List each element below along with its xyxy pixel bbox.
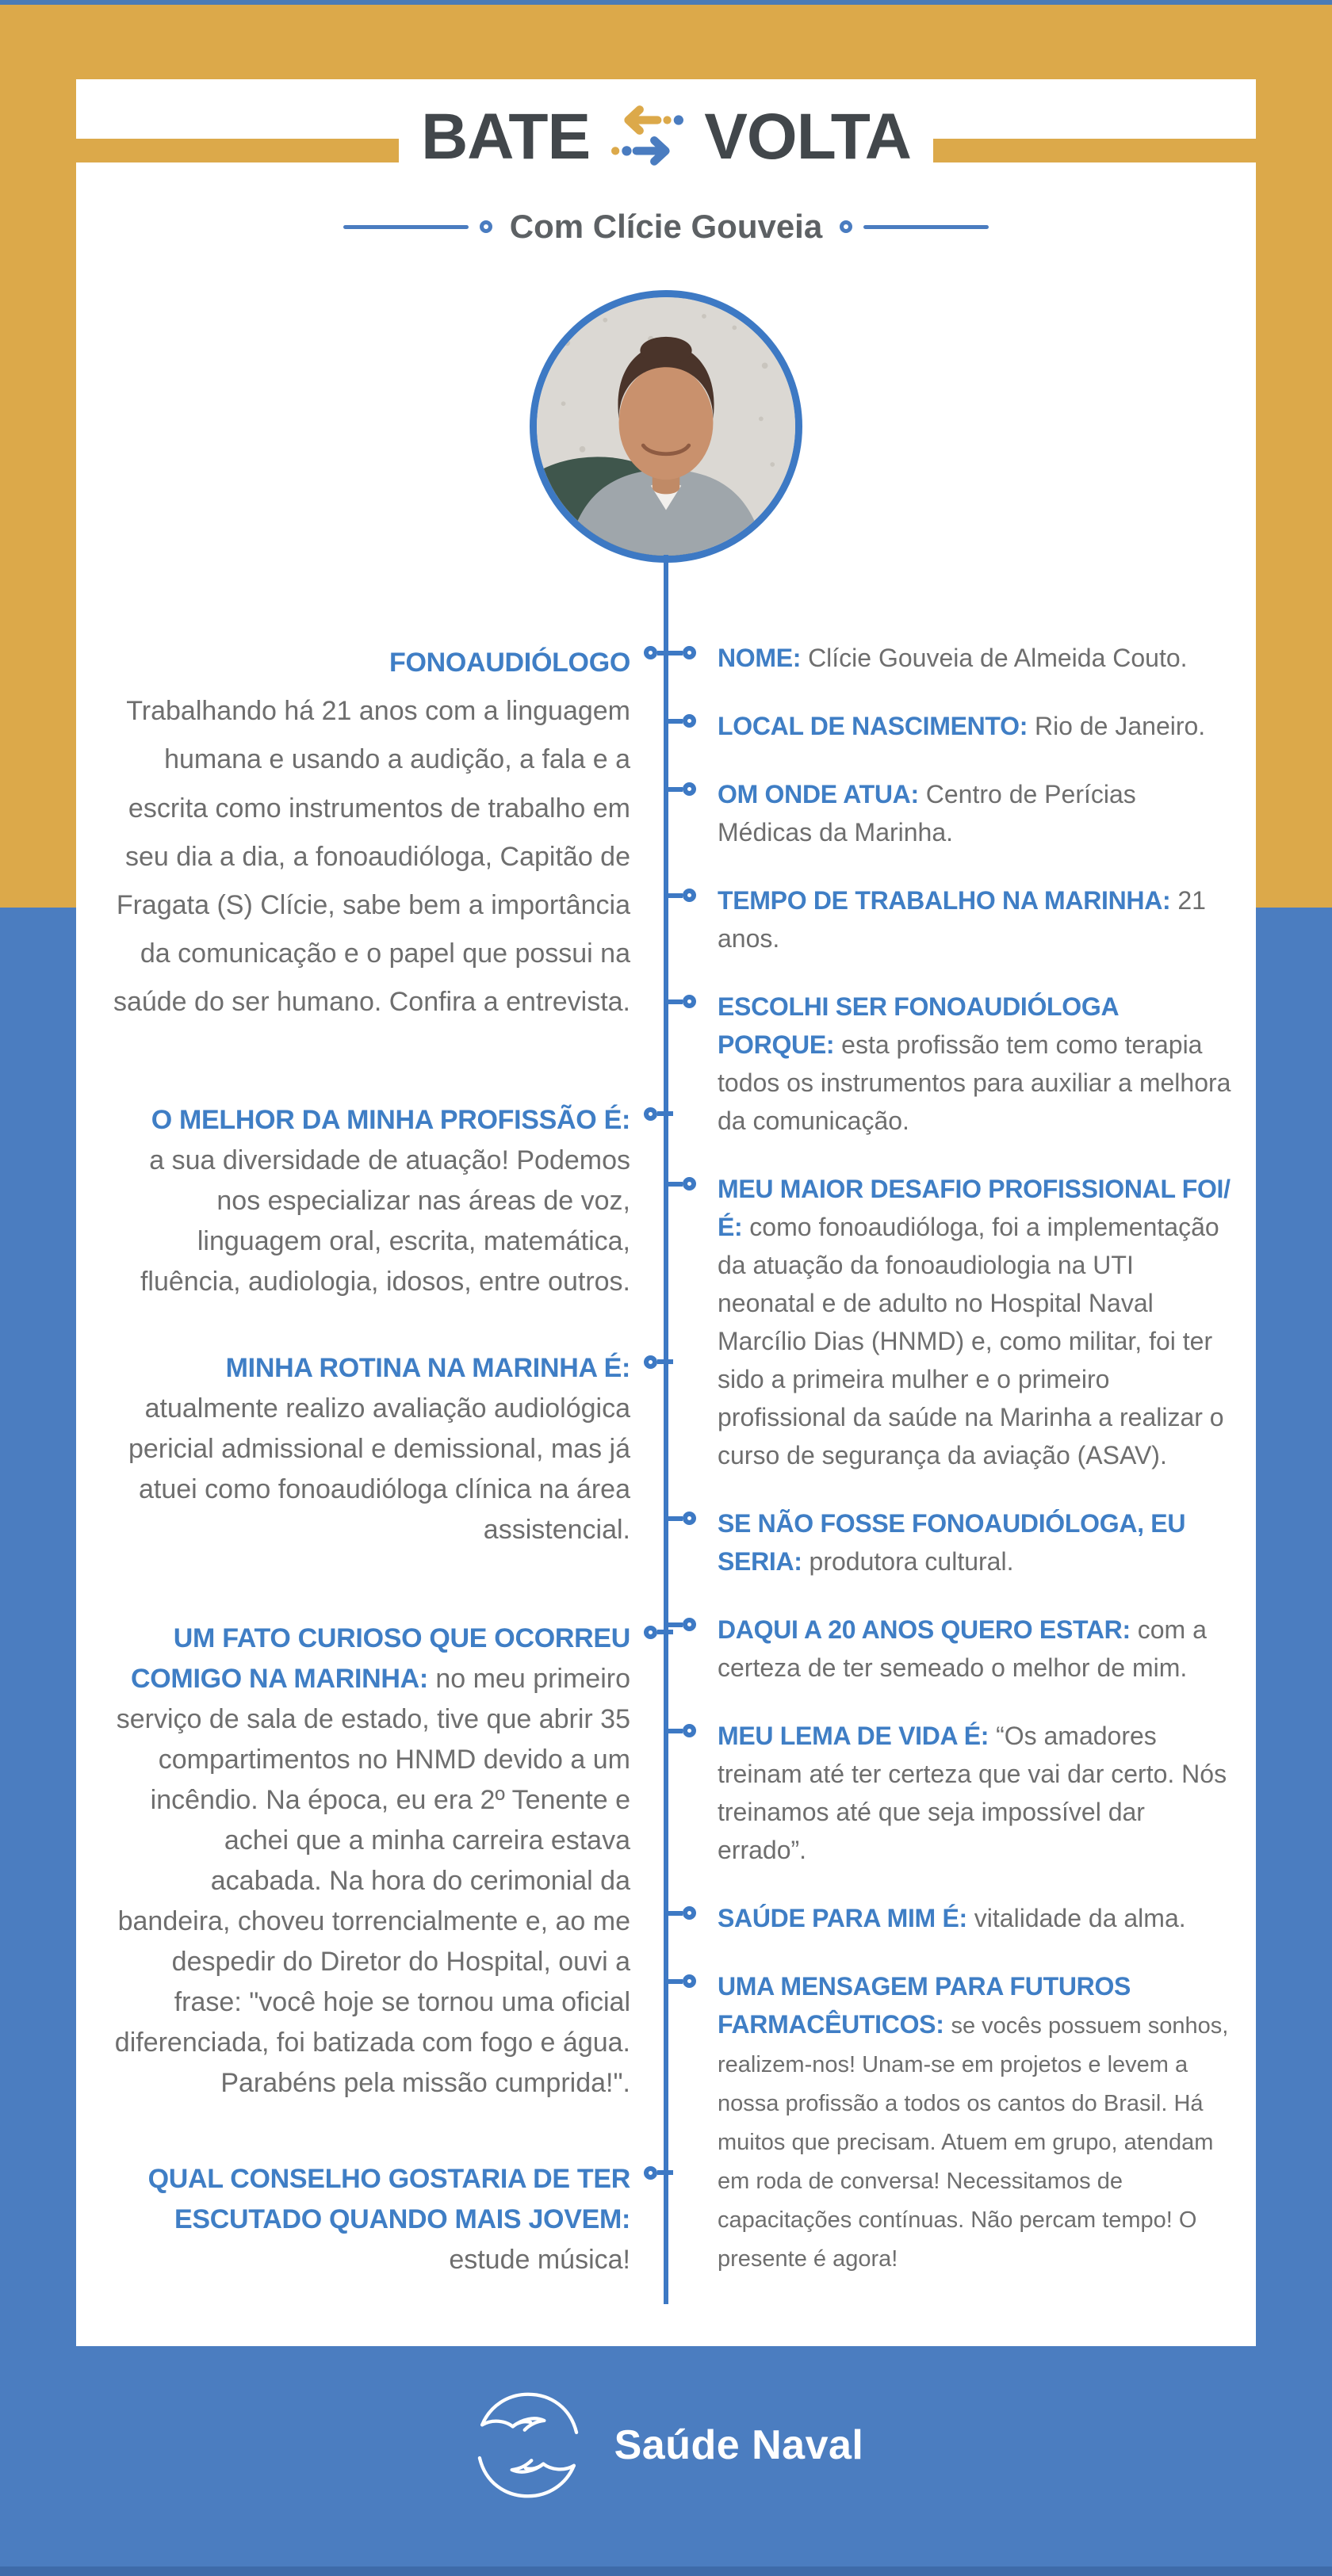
qa-body: Centro de Perícias Médicas da Marinha. — [718, 780, 1136, 847]
node-dash — [657, 1111, 673, 1116]
qa-item-melhor-da-profissao — [111, 1100, 630, 1302]
node-ring-icon — [683, 646, 696, 659]
timeline-node — [667, 1906, 696, 1920]
qa-body: se vocês possuem sonhos, realizem-nos! Unam-se em projetos e levem a nossa profissão a todos os cantos do Brasil. Há muitos que precisam. Atuem em grupo, atendam em roda de conversa! Necessitamos de capacitações contínuas. Não percam tempo! O presente é agora! — [718, 2013, 1229, 2272]
right-column — [718, 639, 1233, 2307]
timeline-node — [667, 995, 696, 1008]
qa-item-nome — [718, 639, 1233, 677]
swap-arrows-icon — [610, 101, 683, 174]
qa-heading: MEU MAIOR DESAFIO PROFISSIONAL FOI/É: — [718, 1175, 1231, 1241]
node-ring-icon — [683, 782, 696, 796]
node-dash — [657, 2170, 673, 2175]
bottom-accent-strip — [0, 2566, 1332, 2576]
profile-photo-illustration — [537, 297, 795, 556]
qa-item-saude-para-mim — [718, 1899, 1233, 1937]
qa-body: Clície Gouveia de Almeida Couto. — [808, 644, 1188, 672]
node-ring-icon — [683, 1177, 696, 1191]
node-ring-icon — [683, 1724, 696, 1737]
qa-heading: FONOAUDIÓLOGO — [389, 648, 630, 678]
qa-item-daqui-a-20-anos — [718, 1611, 1233, 1687]
title — [0, 100, 1332, 174]
qa-item-fato-curioso — [111, 1619, 630, 2104]
qa-body: Trabalhando há 21 anos com a linguagem humana e usando a audição, a fala e a escrita como instrumentos de trabalho em seu dia a dia, a fonoaudióloga, Capitão de Fragata (S) Clície, sabe bem a importância da comunicação e o papel que possui na saúde do ser humano. Confira a entrevista. — [113, 696, 630, 1018]
node-ring-icon — [644, 2166, 657, 2180]
qa-item-mensagem-futuros — [718, 1967, 1233, 2277]
subtitle — [0, 208, 1332, 246]
node-dash — [667, 1979, 683, 1984]
timeline-node — [667, 1177, 696, 1191]
subtitle-line-right — [863, 225, 989, 229]
timeline-node — [667, 1974, 696, 1988]
left-column — [111, 639, 630, 2280]
qa-heading: UM FATO CURIOSO QUE OCORREU COMIGO NA MARINHA: — [131, 1622, 630, 1694]
subtitle-text: Com Clície Gouveia — [509, 208, 823, 245]
node-ring-icon — [644, 646, 657, 659]
qa-body: vitalidade da alma. — [974, 1904, 1186, 1932]
node-dash — [667, 719, 683, 724]
qa-body: “Os amadores treinam até ter certeza que vai dar certo. Nós treinamos até que seja impossível dar errado”. — [718, 1722, 1227, 1864]
top-accent-strip — [0, 0, 1332, 5]
node-ring-icon — [683, 1618, 696, 1631]
node-dash — [667, 1622, 683, 1627]
qa-body: como fonoaudióloga, foi a implementação da atuação da fonoaudiologia na UTI neonatal e de adulto no Hospital Naval Marcílio Dias (HNMD) e, como militar, foi ter sido a primeira mulher e o primeiro profissional da saúde na Marinha a realizar o curso de segurança da aviação (ASAV). — [718, 1213, 1224, 1470]
title-word-volta: VOLTA — [704, 101, 911, 173]
qa-item-lema-de-vida — [718, 1717, 1233, 1869]
qa-item-conselho — [111, 2159, 630, 2280]
node-ring-icon — [644, 1355, 657, 1369]
timeline-node — [644, 1107, 673, 1121]
qa-body: no meu primeiro serviço de sala de estado, tive que abrir 35 compartimentos no HNMD devido a um incêndio. Na época, eu era 2º Tenente e achei que a minha carreira estava acabada. Na hora do cerimonial da bandeira, choveu torrencialmente e, ao me despedir do Diretor do Hospital, ouvi a frase: "você hoje se tornou uma oficial diferenciada, foi batizada com fogo e água. Parabéns pela missão cumprida!". — [114, 1663, 630, 2098]
qa-heading: TEMPO DE TRABALHO NA MARINHA: — [718, 886, 1171, 915]
qa-heading: LOCAL DE NASCIMENTO: — [718, 712, 1028, 740]
node-ring-icon — [644, 1626, 657, 1639]
qa-heading: NOME: — [718, 644, 802, 672]
timeline-node — [667, 1618, 696, 1631]
qa-body: com a certeza de ter semeado o melhor de mim. — [718, 1615, 1207, 1682]
qa-item-local-nascimento — [718, 707, 1233, 745]
timeline-node — [667, 714, 696, 728]
qa-heading: SAÚDE PARA MIM É: — [718, 1904, 967, 1932]
subtitle-ring-right-icon — [840, 220, 852, 233]
qa-body: a sua diversidade de atuação! Podemos nos especializar nas áreas de voz, linguagem oral, escrita, matemática, fluência, audiologia, idosos, entre outros. — [140, 1145, 630, 1297]
node-ring-icon — [644, 1107, 657, 1121]
timeline-node — [644, 2166, 673, 2180]
timeline-node — [667, 1512, 696, 1525]
node-ring-icon — [683, 714, 696, 728]
node-dash — [657, 1359, 673, 1364]
qa-heading: UMA MENSAGEM PARA FUTUROS FARMACÊUTICOS: — [718, 1972, 1131, 2039]
brand-name: Saúde Naval — [614, 2422, 864, 2468]
hands-circle-icon — [469, 2386, 588, 2505]
qa-item-fonoaudiologo — [111, 639, 630, 1027]
qa-item-maior-desafio — [718, 1170, 1233, 1474]
qa-item-se-nao-fosse — [718, 1504, 1233, 1580]
qa-item-escolhi-ser — [718, 988, 1233, 1140]
node-dash — [667, 893, 683, 898]
qa-heading: QUAL CONSELHO GOSTARIA DE TER ESCUTADO QUANDO MAIS JOVEM: — [147, 2163, 630, 2234]
qa-heading: O MELHOR DA MINHA PROFISSÃO É: — [151, 1104, 630, 1135]
qa-item-minha-rotina — [111, 1348, 630, 1550]
qa-heading: OM ONDE ATUA: — [718, 780, 919, 808]
node-ring-icon — [683, 1974, 696, 1988]
timeline-node — [667, 646, 696, 659]
qa-body: Rio de Janeiro. — [1034, 712, 1206, 740]
node-dash — [667, 999, 683, 1004]
subtitle-line-left — [343, 225, 469, 229]
profile-photo — [530, 290, 802, 563]
node-dash — [667, 1516, 683, 1521]
node-ring-icon — [683, 1906, 696, 1920]
node-dash — [667, 651, 683, 655]
footer — [0, 2378, 1332, 2513]
node-dash — [667, 1729, 683, 1733]
qa-item-tempo-de-trabalho — [718, 881, 1233, 957]
title-word-bate: BATE — [421, 101, 591, 173]
qa-body: produtora cultural. — [809, 1547, 1014, 1576]
timeline-node — [644, 1355, 673, 1369]
qa-body: atualmente realizo avaliação audiológica pericial admissional e demissional, mas já atuei como fonoaudióloga clínica na área assistencial. — [128, 1393, 630, 1545]
node-ring-icon — [683, 995, 696, 1008]
timeline-node — [667, 782, 696, 796]
qa-heading: MEU LEMA DE VIDA É: — [718, 1722, 989, 1750]
timeline-node — [667, 1724, 696, 1737]
node-ring-icon — [683, 1512, 696, 1525]
qa-body: 21 anos. — [718, 886, 1206, 953]
subtitle-ring-left-icon — [480, 220, 492, 233]
timeline-center-line — [664, 555, 668, 2304]
qa-body: estude música! — [449, 2244, 630, 2275]
node-dash — [667, 787, 683, 792]
qa-heading: SE NÃO FOSSE FONOAUDIÓLOGA, EU SERIA: — [718, 1509, 1186, 1576]
qa-heading: ESCOLHI SER FONOAUDIÓLOGA PORQUE: — [718, 992, 1119, 1059]
qa-heading: DAQUI A 20 ANOS QUERO ESTAR: — [718, 1615, 1131, 1644]
node-dash — [667, 1182, 683, 1187]
timeline-node — [667, 889, 696, 902]
qa-body: esta profissão tem como terapia todos os instrumentos para auxiliar a melhora da comunicação. — [718, 1030, 1231, 1135]
node-ring-icon — [683, 889, 696, 902]
qa-item-om-onde-atua — [718, 775, 1233, 851]
qa-heading: MINHA ROTINA NA MARINHA É: — [225, 1352, 630, 1383]
node-dash — [667, 1911, 683, 1916]
